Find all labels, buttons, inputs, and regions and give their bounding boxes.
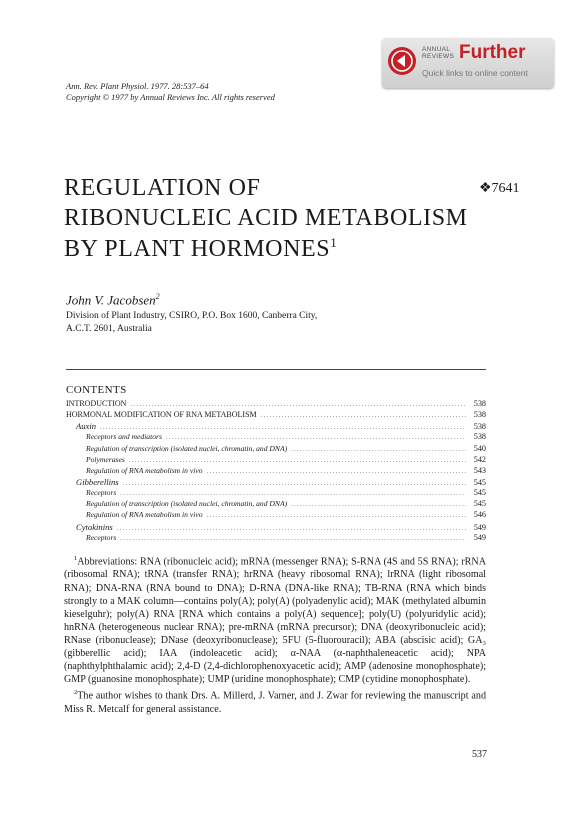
- toc-entry-label: Regulation of RNA metabolism in vivo: [86, 510, 203, 520]
- footnote-1: [64, 552, 486, 686]
- toc-entry[interactable]: [66, 466, 486, 477]
- toc-dot-leader: [120, 491, 466, 497]
- toc-dot-leader: [129, 458, 466, 464]
- toc-entry[interactable]: [66, 444, 486, 455]
- toc-entry-page: 538: [473, 410, 486, 420]
- toc-dot-leader: [130, 402, 466, 408]
- toc-entry-label: Receptors: [86, 488, 117, 498]
- toc-entry-page: 538: [473, 422, 486, 432]
- toc-entry-page: 546: [473, 510, 486, 520]
- toc-entry[interactable]: [66, 533, 486, 544]
- footnote-2-marker: 2: [74, 689, 78, 697]
- toc-entry-label: INTRODUCTION: [66, 399, 127, 408]
- toc-entry[interactable]: [66, 432, 486, 443]
- further-links-badge[interactable]: [382, 38, 554, 88]
- toc-entry-label: Regulation of transcription (isolated nuclei, chromatin, and DNA): [86, 443, 288, 453]
- toc-entry-label: Receptors: [86, 532, 117, 542]
- journal-citation: Ann. Rev. Plant Physiol. 1977. 28:537–64: [66, 81, 209, 91]
- affiliation-line-1: Division of Plant Industry, CSIRO, P.O. Box 1600, Canberra City,: [66, 311, 318, 321]
- toc-entry-label: Regulation of transcription (isolated nuclei, chromatin, and DNA): [86, 499, 288, 509]
- toc-entry-label: HORMONAL MODIFICATION OF RNA METABOLISM: [66, 410, 257, 420]
- toc-entry-page: 538: [473, 399, 486, 408]
- toc-dot-leader: [120, 536, 466, 542]
- toc-entry[interactable]: [66, 399, 486, 410]
- author-footnote-marker[interactable]: 2: [155, 292, 160, 301]
- toc-dot-leader: [100, 425, 466, 431]
- toc-entry-label: Regulation of RNA metabolism in vivo: [86, 465, 203, 475]
- article-title-line-3: [64, 235, 337, 263]
- toc-entry-page: 542: [473, 454, 486, 464]
- author-name: [66, 292, 160, 308]
- toc-entry[interactable]: [66, 410, 486, 421]
- toc-entry-page: 549: [473, 522, 486, 532]
- toc-entry-page: 540: [473, 443, 486, 453]
- article-title-line-2: RIBONUCLEIC ACID METABOLISM: [64, 205, 468, 231]
- toc-entry[interactable]: [66, 477, 486, 488]
- annual-reviews-wordmark: ANNUAL REVIEWS: [422, 46, 455, 60]
- footnote-2-text: The author wishes to thank Drs. A. Millerd, J. Varner, and J. Zwar for reviewing the manuscript and Miss R. Metcalf for general assistance.: [64, 690, 486, 715]
- toc-entry-label: Cytokinins: [76, 521, 113, 532]
- toc-entry-page: 545: [473, 499, 486, 509]
- article-number: ❖7641: [479, 181, 520, 196]
- page-number: 537: [472, 749, 487, 760]
- footnote-2: [64, 686, 486, 716]
- toc-entry[interactable]: [66, 421, 486, 432]
- article-title-text: BY PLANT HORMONES: [64, 236, 331, 262]
- toc-entry-page: 538: [473, 432, 486, 442]
- title-footnote-marker[interactable]: 1: [330, 235, 338, 250]
- toc-entry[interactable]: [66, 522, 486, 533]
- author-name-text: John V. Jacobsen: [66, 292, 156, 308]
- toc-entry-page: 545: [473, 477, 486, 487]
- toc-entry-page: 543: [473, 465, 486, 475]
- toc-entry-page: 545: [473, 488, 486, 498]
- toc-dot-leader: [117, 526, 466, 532]
- toc-entry[interactable]: [66, 510, 486, 521]
- toc-entry[interactable]: [66, 499, 486, 510]
- toc-entry-label: Gibberellins: [76, 476, 119, 487]
- toc-dot-leader: [207, 469, 467, 475]
- footnote-1-marker: 1: [74, 555, 78, 562]
- toc-entry-page: 549: [473, 532, 486, 542]
- badge-subtitle: Quick links to online content: [422, 68, 528, 78]
- copyright-line: Copyright © 1977 by Annual Reviews Inc. All rights reserved: [66, 92, 275, 102]
- article-title-line-1: REGULATION OF: [64, 175, 261, 201]
- affiliation-line-2: A.C.T. 2601, Australia: [66, 324, 152, 334]
- footnote-1-text: Abbreviations: RNA (ribonucleic acid); mRNA (messenger RNA); S-RNA (4S and 5S RNA); rRNA (ribosomal RNA); tRNA (transfer RNA); hrRNA (heavy ribosomal RNA); lrRNA (light ribosomal RNA); DNA-RNA (RNA bound to DNA); D-RNA (DNA-like RNA); TB-RNA (RNA which binds strongly to a MAK column—contains poly(A); poly(A) (polyadenylic acid); MAK (methylated albumin kieselguhr); poly(A) RNA [RNA which contains a poly(A) sequence]; poly(U) (polyuridylic acid); hnRNA (heterogeneous nuclear RNA); pre-mRNA (mRNA precursor); DNA (deoxyribonucleic acid); RNase (ribonuclease); DNase (deoxyribonuclease); 5FU (5-fluorouracil); ABA (abscisic acid); GA₃ (gibberellic acid); IAA (indoleacetic acid); α-NAA (α-naphthaleneacetic acid); NPA (naphthylphthalamic acid); 2,4-D (2,4-dichlorophenoxyacetic acid); AMP (adenosine monophosphate); GMP (guanosine monophosphate); UMP (uridine monophosphate); CMP (cytidine monophosphate).: [64, 556, 486, 686]
- toc-entry[interactable]: [66, 455, 486, 466]
- toc-dot-leader: [261, 413, 466, 419]
- toc-dot-leader: [123, 481, 466, 487]
- toc-dot-leader: [291, 447, 466, 453]
- toc-entry-label: Receptors and mediators: [86, 432, 162, 442]
- contents-heading: CONTENTS: [66, 384, 127, 396]
- toc-dot-leader: [207, 513, 467, 519]
- toc-entry-label: Polymerases: [86, 454, 125, 464]
- toc-entry-label: Auxin: [76, 421, 97, 432]
- toc-dot-leader: [291, 502, 466, 508]
- section-divider: [66, 369, 486, 370]
- toc-dot-leader: [166, 435, 466, 441]
- footnotes: [64, 552, 486, 716]
- further-wordmark: Further: [459, 42, 526, 63]
- left-arrow-circle-icon: [388, 47, 416, 75]
- table-of-contents: [66, 399, 486, 544]
- toc-entry[interactable]: [66, 488, 486, 499]
